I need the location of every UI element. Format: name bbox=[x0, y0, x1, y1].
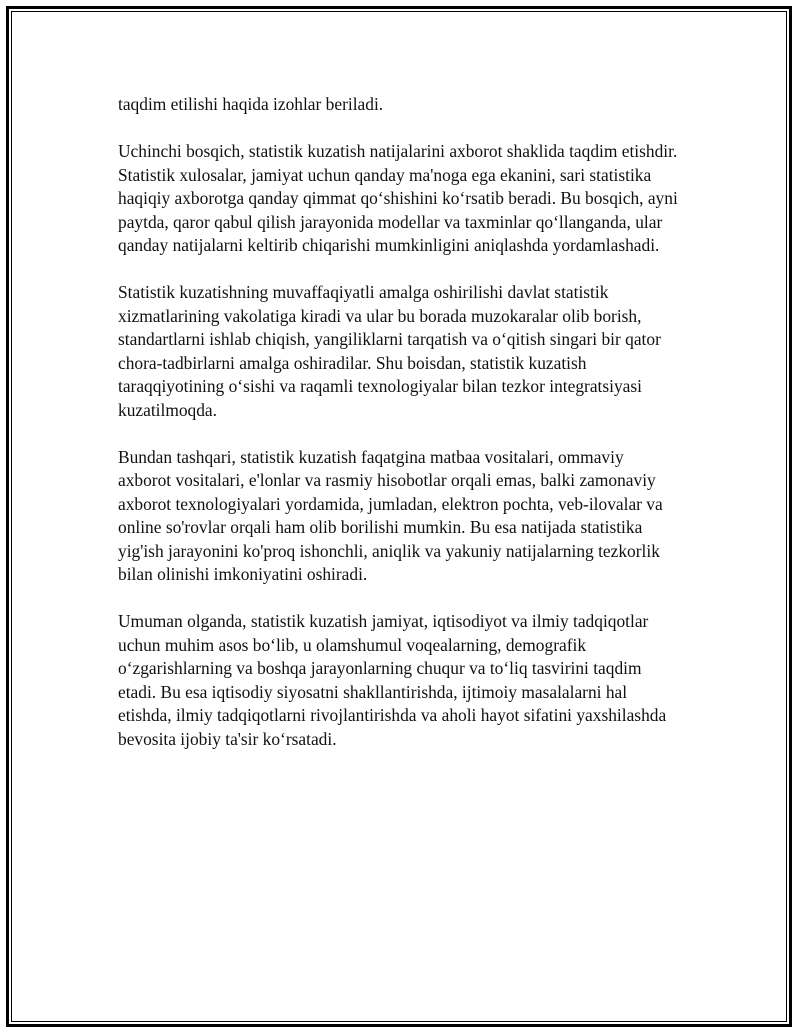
paragraph-statistical-services: Statistik kuzatishning muvaffaqiyatli amalga oshirilishi davlat statistik xizmatlarining vakolatiga kiradi va ular bu borada muzokaralar olib borish, standartlarni ishlab chiqish, yangiliklarni tarqatish va o‘qitish singari bir qator chora-tadbirlarni amalga oshiradilar. Shu boisdan, statistik kuzatish taraqqiyotining o‘sishi va raqamli texnologiyalar bilan tezkor integratsiyasi kuzatilmoqda. bbox=[118, 282, 661, 420]
paragraph-modern-technologies: Bundan tashqari, statistik kuzatish faqatgina matbaa vositalari, ommaviy axborot vositalari, e'lonlar va rasmiy hisobotlar orqali emas, balki zamonaviy axborot texnologiyalari yordamida, jumladan, elektron pochta, veb-ilovalar va online so'rovlar orqali ham olib borilishi mumkin. Bu esa natijada statistika yig'ish jarayonini ko'proq ishonchli, aniqlik va yakuniy natijalarning tezkorlik bilan olinishi imkoniyatini oshiradi. bbox=[118, 446, 663, 584]
paragraph-continuation: taqdim etilishi haqida izohlar beriladi. bbox=[118, 94, 384, 114]
paragraph-third-stage: Uchinchi bosqich, statistik kuzatish natijalarini axborot shaklida taqdim etishdir. Statistik xulosalar, jamiyat uchun qanday ma'noga ega ekanini, sari statistika haqiqiy axborotga qanday qimmat qo‘shishini ko‘rsatib beradi. Bu bosqich, ayni paytda, qaror qabul qilish jarayonida modellar va taxminlar qo‘llanganda, ular qanday natijalarni keltirib chiqarishi mumkinligini aniqlashda yordamlashadi. bbox=[118, 141, 678, 255]
document-body bbox=[118, 93, 680, 775]
paragraph-conclusion: Umuman olganda, statistik kuzatish jamiyat, iqtisodiyot va ilmiy tadqiqotlar uchun muhim asos bo‘lib, u olamshumul voqealarning, demografik o‘zgarishlarning va boshqa jarayonlarning chuqur va to‘liq tasvirini taqdim etadi. Bu esa iqtisodiy siyosatni shakllantirishda, ijtimoiy masalalarni hal etishda, ilmiy tadqiqotlarni rivojlantirishda va aholi hayot sifatini yaxshilashda bevosita ijobiy ta'sir ko‘rsatadi. bbox=[118, 611, 667, 749]
page-border bbox=[6, 6, 792, 1027]
